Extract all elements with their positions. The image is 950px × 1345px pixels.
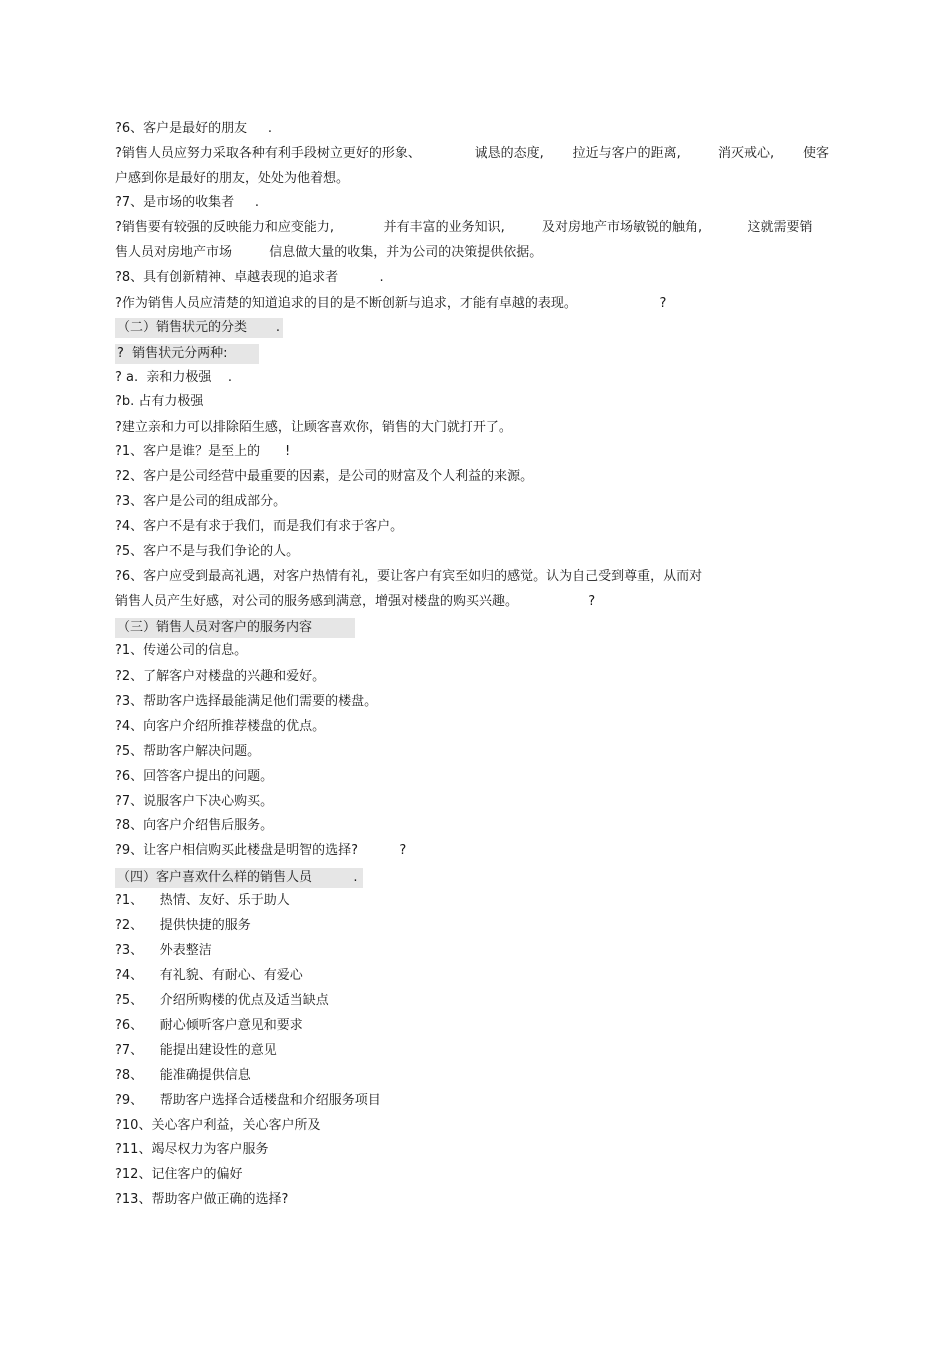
text-line: ?5、帮助客户解决问题。 [115,744,261,759]
text-line: ?6、客户是最好的朋友 . [115,121,272,136]
section-heading-3 [115,618,355,638]
text-line: ?3、帮助客户选择最能满足他们需要的楼盘。 [115,694,378,709]
section-heading-4 [115,868,363,888]
text-line: ?8、 能准确提供信息 [115,1068,251,1083]
text-line: ?3、客户是公司的组成部分。 [115,494,287,509]
text-line: ?9、让客户相信购买此楼盘是明智的选择? ? [115,843,407,858]
text-line: ?4、 有礼貌、有耐心、有爱心 [115,968,303,983]
text-line: ?1、客户是谁？是至上的 ! [115,444,291,459]
text-line: ?11、竭尽权力为客户服务 [115,1142,269,1157]
subsection-heading [115,344,259,364]
text-line: ?建立亲和力可以排除陌生感，让顾客喜欢你，销售的大门就打开了。 [115,420,512,435]
text-line: ?9、 帮助客户选择合适楼盘和介绍服务项目 [115,1093,381,1108]
section-heading-text: （三）销售人员对客户的服务内容 [117,620,313,635]
text-line: ?12、记住客户的偏好 [115,1167,243,1182]
text-line: ?2、了解客户对楼盘的兴趣和爱好。 [115,669,326,684]
text-line: 户感到你是最好的朋友，处处为他着想。 [115,171,350,186]
text-line: ?销售要有较强的反映能力和应变能力, 并有丰富的业务知识, 及对房地产市场敏锐的触角, 这就需要销 [115,220,813,235]
text-line: ?1、 热情、友好、乐于助人 [115,893,290,908]
text-line: 售人员对房地产市场 信息做大量的收集，并为公司的决策提供依据。 [115,245,543,260]
text-line: ?2、客户是公司经营中最重要的因素，是公司的财富及个人利益的来源。 [115,469,534,484]
section-heading-text: （四）客户喜欢什么样的销售人员 . [117,870,358,885]
text-line: ?8、向客户介绍售后服务。 [115,818,274,833]
text-line: ?10、关心客户利益，关心客户所及 [115,1118,321,1133]
section-heading-2 [115,318,283,338]
text-line: ?2、 提供快捷的服务 [115,918,251,933]
text-line: ?1、传递公司的信息。 [115,643,248,658]
text-line: ?8、具有创新精神、卓越表现的追求者 . [115,270,384,285]
text-line: ?7、 能提出建设性的意见 [115,1043,277,1058]
text-line: ? a. 亲和力极强 . [115,370,233,385]
text-line: ?6、客户应受到最高礼遇，对客户热情有礼，要让客户有宾至如归的感觉。认为自己受到尊重，从而对 [115,569,703,584]
text-line: ?作为销售人员应清楚的知道追求的目的是不断创新与追求，才能有卓越的表现。 ? [115,296,667,311]
text-line: ?3、 外表整洁 [115,943,212,958]
text-line: ?b. 占有力极强 [115,394,204,409]
text-line: ?销售人员应努力采取各种有利手段树立更好的形象、 诚恳的态度, 拉近与客户的距离, 消灭戒心, 使客 [115,146,830,161]
text-line: ?4、客户不是有求于我们，而是我们有求于客户。 [115,519,404,534]
text-line: ?7、说服客户下决心购买。 [115,794,274,809]
text-line: ?13、帮助客户做正确的选择? [115,1192,289,1207]
subsection-heading-text: ? 销售状元分两种: [117,346,228,361]
text-line: ?6、回答客户提出的问题。 [115,769,274,784]
text-line: ?4、向客户介绍所推荐楼盘的优点。 [115,719,326,734]
text-line: 销售人员产生好感，对公司的服务感到满意，增强对楼盘的购买兴趣。 ? [115,594,596,609]
text-line: ?5、 介绍所购楼的优点及适当缺点 [115,993,329,1008]
text-line: ?7、是市场的收集者 . [115,195,259,210]
section-heading-text: （二）销售状元的分类 . [117,320,281,335]
text-line: ?5、客户不是与我们争论的人。 [115,544,300,559]
text-line: ?6、 耐心倾听客户意见和要求 [115,1018,303,1033]
